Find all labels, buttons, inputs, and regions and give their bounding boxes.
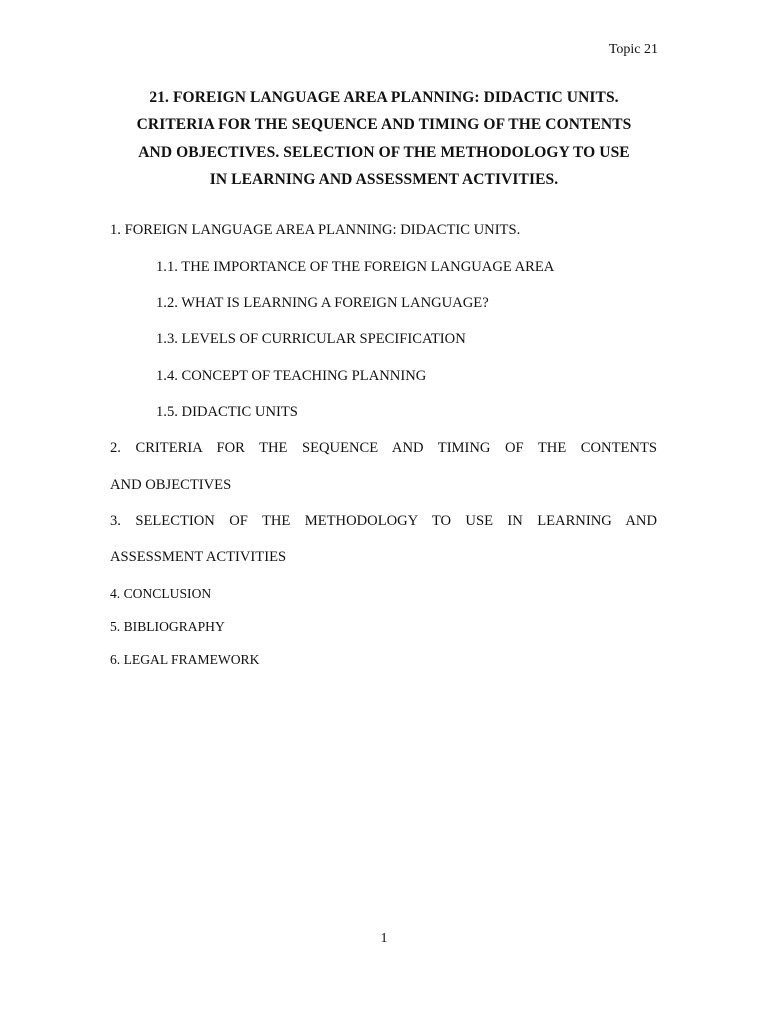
toc-item-5: 5. BIBLIOGRAPHY — [110, 619, 225, 634]
toc-item-1: 1. FOREIGN LANGUAGE AREA PLANNING: DIDACTIC UNITS. — [110, 222, 521, 238]
toc-item-2-line-2: AND OBJECTIVES — [110, 477, 232, 493]
toc-item-4: 4. CONCLUSION — [110, 586, 212, 601]
title-line-4: IN LEARNING AND ASSESSMENT ACTIVITIES. — [209, 170, 559, 188]
title-line-1: 21. FOREIGN LANGUAGE AREA PLANNING: DIDACTIC UNITS. — [149, 89, 619, 106]
toc-item-1-3: 1.3. LEVELS OF CURRICULAR SPECIFICATION — [156, 331, 466, 347]
toc-item-1-2: 1.2. WHAT IS LEARNING A FOREIGN LANGUAGE? — [156, 295, 489, 311]
toc-item-1-5: 1.5. DIDACTIC UNITS — [156, 404, 298, 420]
toc-item-3-line-1: 3. SELECTION OF THE METHODOLOGY TO USE IN LEARNING AND — [110, 513, 657, 529]
toc-item-6: 6. LEGAL FRAMEWORK — [110, 652, 260, 667]
page-number: 1 — [380, 931, 388, 946]
page-header-topic: Topic 21 — [608, 42, 658, 57]
title-line-3: AND OBJECTIVES. SELECTION OF THE METHODOLOGY TO USE — [138, 143, 630, 161]
toc-item-2-line-1: 2. CRITERIA FOR THE SEQUENCE AND TIMING OF THE CONTENTS — [110, 440, 657, 456]
toc-item-3-line-2: ASSESSMENT ACTIVITIES — [110, 549, 287, 565]
title-line-2: CRITERIA FOR THE SEQUENCE AND TIMING OF THE CONTENTS — [136, 116, 632, 134]
toc-item-1-4: 1.4. CONCEPT OF TEACHING PLANNING — [156, 368, 427, 384]
document-title — [100, 84, 668, 193]
toc-item-1-1: 1.1. THE IMPORTANCE OF THE FOREIGN LANGUAGE AREA — [156, 259, 555, 275]
